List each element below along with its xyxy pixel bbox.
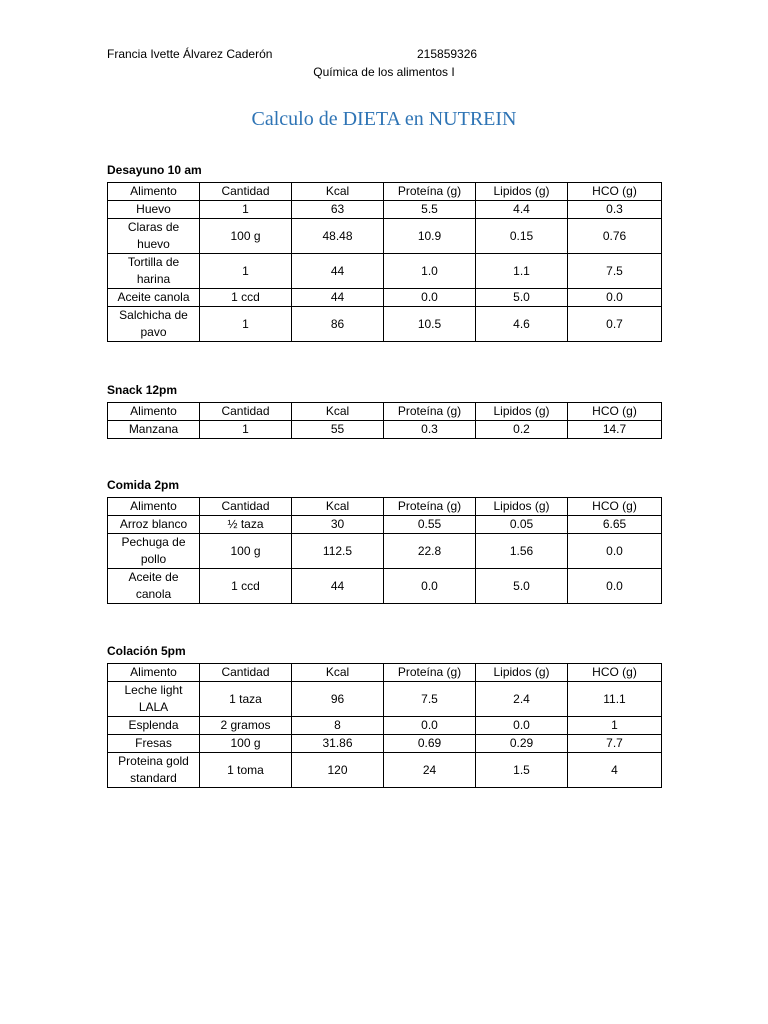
table-row: [108, 219, 662, 254]
cell-kcal: 96: [292, 682, 384, 717]
cell-kcal: 44: [292, 569, 384, 604]
column-header-cantidad: Cantidad: [200, 664, 292, 682]
column-header-lipidos: Lipidos (g): [476, 498, 568, 516]
column-header-kcal: Kcal: [292, 183, 384, 201]
column-header-hco: HCO (g): [568, 183, 662, 201]
cell-lipidos: 2.4: [476, 682, 568, 717]
cell-hco: 0.3: [568, 201, 662, 219]
cell-hco: 0.0: [568, 534, 662, 569]
cell-proteina: 10.9: [384, 219, 476, 254]
cell-lipidos: 1.56: [476, 534, 568, 569]
cell-cantidad: 100 g: [200, 735, 292, 753]
cell-kcal: 86: [292, 307, 384, 342]
cell-lipidos: 4.4: [476, 201, 568, 219]
cell-cantidad: 1 toma: [200, 753, 292, 788]
column-header-cantidad: Cantidad: [200, 403, 292, 421]
cell-cantidad: 1: [200, 307, 292, 342]
table-row: [108, 534, 662, 569]
table-row: [108, 421, 662, 439]
cell-kcal: 30: [292, 516, 384, 534]
cell-proteina: 24: [384, 753, 476, 788]
cell-alimento: Esplenda: [108, 717, 200, 735]
cell-proteina: 0.0: [384, 569, 476, 604]
column-header-hco: HCO (g): [568, 664, 662, 682]
cell-hco: 0.0: [568, 289, 662, 307]
cell-alimento: Arroz blanco: [108, 516, 200, 534]
cell-cantidad: 1: [200, 201, 292, 219]
cell-lipidos: 4.6: [476, 307, 568, 342]
column-header-lipidos: Lipidos (g): [476, 664, 568, 682]
cell-kcal: 120: [292, 753, 384, 788]
cell-alimento: Aceite canola: [108, 289, 200, 307]
cell-kcal: 31.86: [292, 735, 384, 753]
meal-title: Snack 12pm: [107, 383, 178, 397]
cell-lipidos: 0.2: [476, 421, 568, 439]
column-header-cantidad: Cantidad: [200, 498, 292, 516]
cell-alimento: Tortilla de harina: [108, 254, 200, 289]
column-header-cantidad: Cantidad: [200, 183, 292, 201]
meal-section-comida: [107, 477, 661, 604]
cell-hco: 0.0: [568, 569, 662, 604]
cell-kcal: 8: [292, 717, 384, 735]
cell-lipidos: 1.5: [476, 753, 568, 788]
table-header-row: [108, 403, 662, 421]
cell-hco: 0.7: [568, 307, 662, 342]
meal-title: Comida 2pm: [107, 478, 180, 492]
cell-cantidad: 1: [200, 421, 292, 439]
table-row: [108, 569, 662, 604]
table-row: [108, 289, 662, 307]
course-name: Química de los alimentos I: [313, 65, 455, 79]
cell-proteina: 5.5: [384, 201, 476, 219]
cell-hco: 4: [568, 753, 662, 788]
column-header-lipidos: Lipidos (g): [476, 403, 568, 421]
meal-table: [107, 402, 662, 439]
meal-title: Colación 5pm: [107, 644, 186, 658]
cell-lipidos: 1.1: [476, 254, 568, 289]
cell-alimento: Huevo: [108, 201, 200, 219]
meal-table: [107, 182, 662, 342]
cell-proteina: 0.55: [384, 516, 476, 534]
column-header-alimento: Alimento: [108, 664, 200, 682]
cell-alimento: Aceite de canola: [108, 569, 200, 604]
cell-alimento: Fresas: [108, 735, 200, 753]
cell-proteina: 0.69: [384, 735, 476, 753]
cell-hco: 6.65: [568, 516, 662, 534]
table-row: [108, 307, 662, 342]
meal-section-snack: [107, 382, 661, 439]
cell-alimento: Pechuga de pollo: [108, 534, 200, 569]
author-name: Francia Ivette Álvarez Caderón: [107, 47, 273, 61]
column-header-alimento: Alimento: [108, 498, 200, 516]
meal-table: [107, 497, 662, 604]
column-header-kcal: Kcal: [292, 403, 384, 421]
column-header-hco: HCO (g): [568, 498, 662, 516]
cell-hco: 1: [568, 717, 662, 735]
cell-hco: 7.5: [568, 254, 662, 289]
column-header-proteina: Proteína (g): [384, 403, 476, 421]
cell-cantidad: ½ taza: [200, 516, 292, 534]
column-header-kcal: Kcal: [292, 664, 384, 682]
column-header-proteina: Proteína (g): [384, 498, 476, 516]
cell-cantidad: 100 g: [200, 534, 292, 569]
column-header-hco: HCO (g): [568, 403, 662, 421]
cell-hco: 7.7: [568, 735, 662, 753]
document-title: Calculo de DIETA en NUTREIN: [251, 108, 517, 130]
table-row: [108, 717, 662, 735]
cell-cantidad: 1 taza: [200, 682, 292, 717]
table-row: [108, 735, 662, 753]
cell-alimento: Claras de huevo: [108, 219, 200, 254]
cell-proteina: 7.5: [384, 682, 476, 717]
column-header-proteina: Proteína (g): [384, 664, 476, 682]
cell-cantidad: 100 g: [200, 219, 292, 254]
cell-lipidos: 0.0: [476, 717, 568, 735]
cell-alimento: Manzana: [108, 421, 200, 439]
cell-kcal: 55: [292, 421, 384, 439]
cell-proteina: 0.0: [384, 717, 476, 735]
cell-hco: 14.7: [568, 421, 662, 439]
cell-kcal: 44: [292, 289, 384, 307]
cell-lipidos: 5.0: [476, 569, 568, 604]
cell-hco: 11.1: [568, 682, 662, 717]
cell-cantidad: 2 gramos: [200, 717, 292, 735]
cell-proteina: 22.8: [384, 534, 476, 569]
column-header-kcal: Kcal: [292, 498, 384, 516]
meal-table: [107, 663, 662, 788]
meal-title: Desayuno 10 am: [107, 163, 202, 177]
student-id: 215859326: [417, 47, 478, 61]
table-header-row: [108, 498, 662, 516]
meal-section-colacion: [107, 643, 661, 788]
cell-alimento: Proteina gold standard: [108, 753, 200, 788]
cell-alimento: Salchicha de pavo: [108, 307, 200, 342]
cell-lipidos: 0.05: [476, 516, 568, 534]
column-header-alimento: Alimento: [108, 403, 200, 421]
column-header-proteina: Proteína (g): [384, 183, 476, 201]
column-header-lipidos: Lipidos (g): [476, 183, 568, 201]
cell-lipidos: 0.15: [476, 219, 568, 254]
table-row: [108, 254, 662, 289]
cell-kcal: 63: [292, 201, 384, 219]
column-header-alimento: Alimento: [108, 183, 200, 201]
cell-kcal: 112.5: [292, 534, 384, 569]
cell-kcal: 48.48: [292, 219, 384, 254]
cell-lipidos: 5.0: [476, 289, 568, 307]
cell-lipidos: 0.29: [476, 735, 568, 753]
cell-proteina: 10.5: [384, 307, 476, 342]
cell-hco: 0.76: [568, 219, 662, 254]
cell-proteina: 0.3: [384, 421, 476, 439]
table-row: [108, 753, 662, 788]
meal-section-desayuno: [107, 162, 661, 342]
cell-proteina: 0.0: [384, 289, 476, 307]
table-row: [108, 516, 662, 534]
cell-cantidad: 1 ccd: [200, 289, 292, 307]
table-header-row: [108, 183, 662, 201]
table-header-row: [108, 664, 662, 682]
cell-alimento: Leche light LALA: [108, 682, 200, 717]
cell-proteina: 1.0: [384, 254, 476, 289]
cell-cantidad: 1 ccd: [200, 569, 292, 604]
table-row: [108, 201, 662, 219]
cell-cantidad: 1: [200, 254, 292, 289]
cell-kcal: 44: [292, 254, 384, 289]
table-row: [108, 682, 662, 717]
